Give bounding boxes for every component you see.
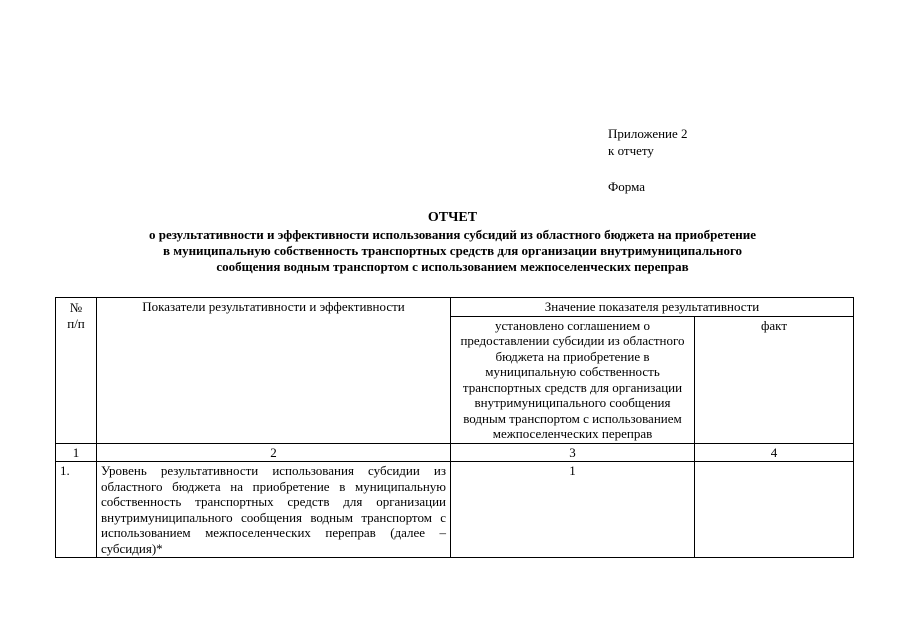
row-fact <box>695 462 854 558</box>
report-subtitle-line-3: сообщения водным транспортом с использованием межпоселенческих переправ <box>216 259 689 274</box>
form-label: Форма <box>608 179 645 194</box>
report-title-block <box>40 209 865 275</box>
header-indicators: Показатели результативности и эффективности <box>97 298 451 444</box>
report-table <box>55 297 854 558</box>
header-established: установлено соглашением о предоставлении субсидии из областного бюджета на приобретение в муниципальную собственность транспортных средств для организации внутримуниципального сообщения водным транспортом с использованием межпоселенческих переправ <box>451 316 695 443</box>
column-number-row <box>56 443 854 462</box>
header-fact: факт <box>695 316 854 443</box>
col-number-1: 1 <box>56 443 97 462</box>
row-established: 1 <box>451 462 695 558</box>
table-row <box>56 462 854 558</box>
col-number-4: 4 <box>695 443 854 462</box>
report-title: ОТЧЕТ <box>427 210 478 225</box>
header-value-group: Значение показателя результативности <box>451 298 854 317</box>
report-subtitle-line-2: в муниципальную собственность транспортных средств для организации внутримуниципального <box>162 243 743 258</box>
appendix-block <box>608 125 688 195</box>
appendix-line-2: к отчету <box>608 143 654 158</box>
appendix-line-1: Приложение 2 <box>608 126 688 141</box>
row-indicator: Уровень результативности использования субсидии из областного бюджета на приобретение в муниципальную собственность транспортных средств для организации внутримуниципального сообщения водным транспортом с использованием межпоселенческих переправ (далее – субсидия)* <box>97 462 451 558</box>
row-num: 1. <box>56 462 97 558</box>
report-subtitle-line-1: о результативности и эффективности использования субсидий из областного бюджета на приобретение <box>148 227 757 242</box>
header-row-1 <box>56 298 854 317</box>
header-num: № п/п <box>56 298 97 444</box>
col-number-2: 2 <box>97 443 451 462</box>
col-number-3: 3 <box>451 443 695 462</box>
